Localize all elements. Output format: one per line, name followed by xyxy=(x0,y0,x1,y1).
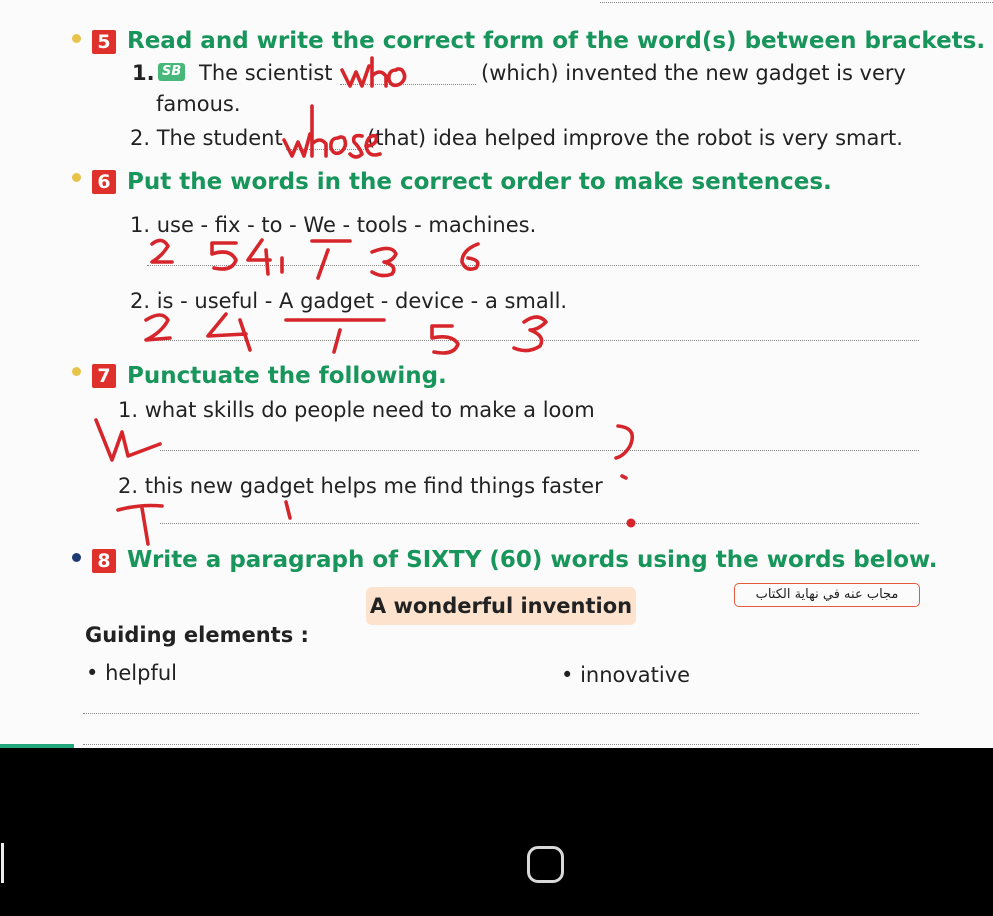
back-bar-icon[interactable] xyxy=(1,843,4,883)
handwritten-number xyxy=(334,330,340,352)
exercise-number: 7 xyxy=(92,364,116,388)
exercise-number: 5 xyxy=(92,30,116,54)
answer-note-badge: مجاب عنه في نهاية الكتاب xyxy=(734,583,920,607)
handwritten-letter-w xyxy=(96,420,160,460)
sentence-text: 1. what skills do people need to make a loom xyxy=(118,398,595,422)
exercise-heading: Read and write the correct form of the word(s) between brackets. xyxy=(127,28,986,54)
item-number: 1. xyxy=(132,61,155,85)
handwritten-letter-t xyxy=(118,506,162,545)
sb-badge: SB xyxy=(158,62,191,81)
bullet-item: • innovative xyxy=(561,663,691,687)
handwritten-number xyxy=(462,244,478,269)
exercise-heading: Put the words in the correct order to make sentences. xyxy=(127,169,832,195)
handwritten-number xyxy=(152,240,172,262)
sentence-text: 2. is - useful - A gadget - device - a small. xyxy=(130,289,568,313)
home-button-icon[interactable] xyxy=(527,846,564,883)
handwritten-number xyxy=(146,315,170,340)
handwritten-number xyxy=(318,250,328,278)
handwritten-number xyxy=(432,326,458,353)
exercise-number: 6 xyxy=(92,170,116,194)
handwritten-number xyxy=(212,243,236,269)
handwritten-answer-whose xyxy=(284,106,380,157)
handwritten-mark xyxy=(286,502,290,518)
handwritten-number xyxy=(248,240,282,274)
handwritten-number xyxy=(372,248,396,275)
handwritten-number xyxy=(514,317,546,351)
sentence-text: 2. this new gadget helps me find things faster xyxy=(118,474,603,498)
exercise-heading: Punctuate the following. xyxy=(127,363,447,389)
sentence-text: 1. use - fix - to - We - tools - machines. xyxy=(130,213,537,237)
handwritten-question-mark xyxy=(616,426,632,458)
bullet-item: • helpful xyxy=(86,661,177,685)
exercise-heading: Write a paragraph of SIXTY (60) words using the words below. xyxy=(127,547,938,573)
sentence-text: The scientist xyxy=(199,61,333,85)
sentence-text: (that) idea helped improve the robot is very smart. xyxy=(367,126,903,150)
paragraph-title: A wonderful invention xyxy=(366,587,636,625)
guiding-label: Guiding elements : xyxy=(85,623,309,647)
sentence-text: famous. xyxy=(156,92,241,116)
exercise-number: 8 xyxy=(92,549,116,573)
handwritten-mark xyxy=(622,476,626,478)
handwritten-full-stop xyxy=(627,519,636,528)
sentence-text: 2. The student xyxy=(130,126,283,150)
handwritten-number xyxy=(208,314,250,350)
handwritten-answer-who xyxy=(342,58,405,86)
sentence-text: (which) invented the new gadget is very xyxy=(481,61,906,85)
